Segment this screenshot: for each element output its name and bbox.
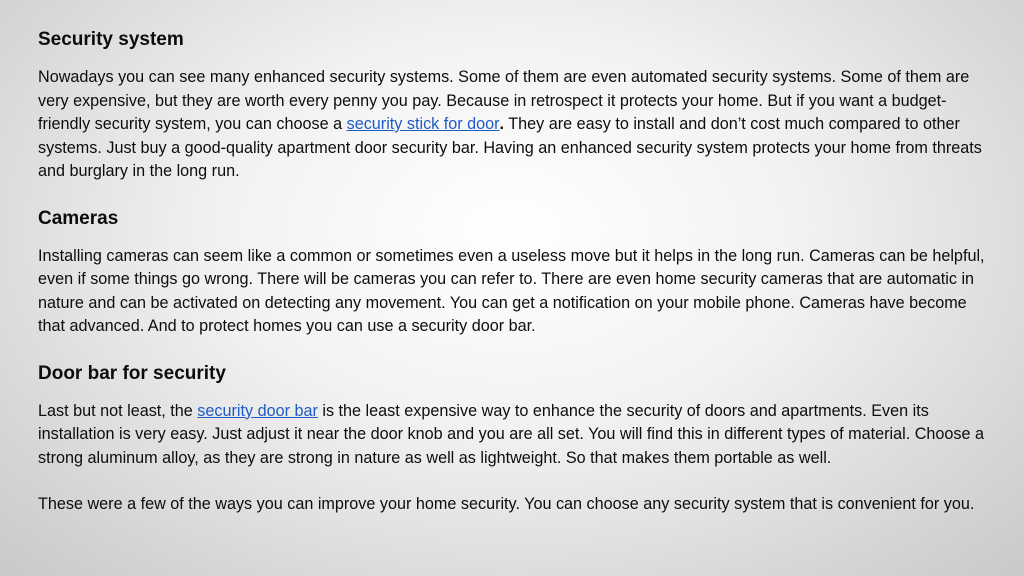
section-door-bar xyxy=(38,362,993,471)
slide-content xyxy=(38,28,993,517)
text-before-link: Last but not least, the xyxy=(38,401,198,420)
closing-paragraph: These were a few of the ways you can improve your home security. You can choose any security system that is convenient for you. xyxy=(38,495,975,513)
text-after-link: They are easy to install and don’t cost much compared to other systems. Just buy a good-quality apartment door security bar. Having an enhanced security system protects your home from threats and burglary in the long run. xyxy=(38,115,982,180)
heading-door-bar: Door bar for security xyxy=(38,362,226,384)
paragraph-security-system xyxy=(38,66,993,184)
paragraph-door-bar xyxy=(38,400,993,471)
section-security-system xyxy=(38,28,993,184)
paragraph-cameras: Installing cameras can seem like a common or sometimes even a useless move but it helps in the long run. Cameras can be helpful, even if some things go wrong. There will be cameras you can refer to. There are even home security cameras that are automatic in nature and can be activated on detecting any movement. You can get a notification on your mobile phone. Cameras have become that advanced. And to protect homes you can use a security door bar. xyxy=(38,246,985,335)
security-stick-link[interactable]: security stick for door xyxy=(346,115,500,133)
heading-cameras: Cameras xyxy=(38,207,119,229)
security-door-bar-link[interactable]: security door bar xyxy=(197,401,318,420)
link-period: . xyxy=(499,115,505,133)
section-cameras xyxy=(38,207,993,339)
text-before-link: Nowadays you can see many enhanced security systems. Some of them are even automated security systems. Some of them are very expensive, but they are worth every penny you pay. Because in retrospect it protects your home. But if you want a budget-friendly security system, you can choose a xyxy=(38,68,970,133)
heading-security-system: Security system xyxy=(38,29,184,50)
text-after-link: is the least expensive way to enhance the security of doors and apartments. Even its installation is very easy. Just adjust it near the door knob and you are all set. You will find this in different types of material. Choose a strong aluminum alloy, as they are strong in nature as well as lightweight. So that makes them portable as well. xyxy=(38,401,984,467)
